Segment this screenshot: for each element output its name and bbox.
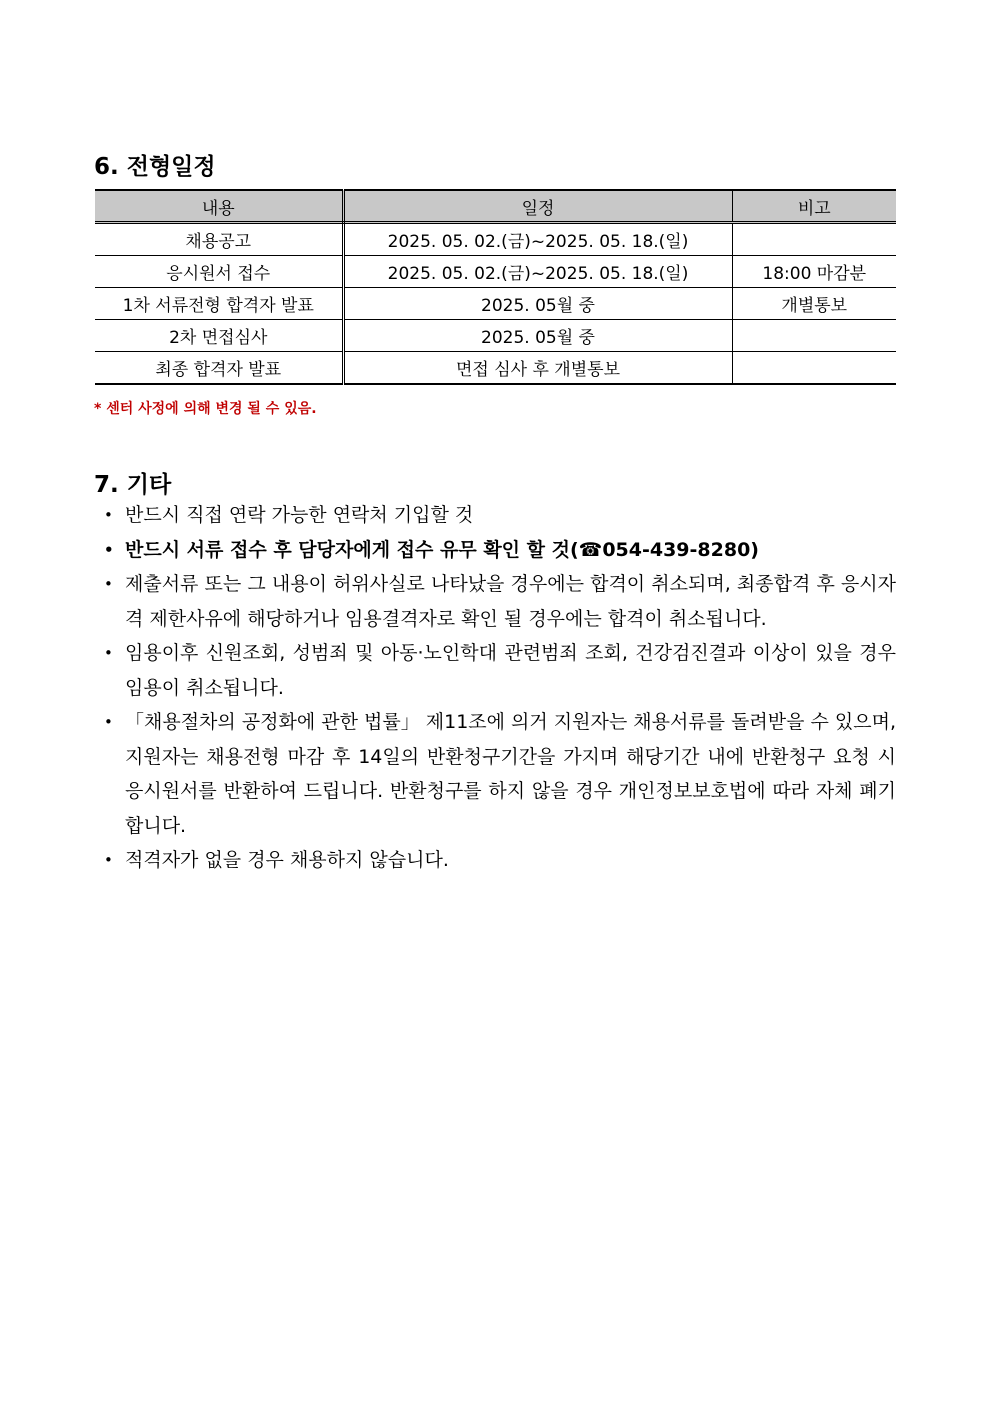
cell-remarks <box>732 320 896 352</box>
table-row <box>95 256 896 288</box>
list-item <box>104 533 896 568</box>
cell-content: 응시원서 접수 <box>95 256 343 288</box>
column-header-content: 내용 <box>95 190 343 223</box>
list-item-text: 반드시 직접 연락 가능한 연락처 기입할 것 <box>125 504 474 526</box>
bullet-icon: • <box>104 540 114 559</box>
cell-schedule: 2025. 05. 02.(금)~2025. 05. 18.(일) <box>343 223 732 256</box>
bullet-icon: • <box>104 713 113 731</box>
list-item <box>104 498 896 533</box>
list-item <box>104 843 896 878</box>
cell-schedule: 면접 심사 후 개별통보 <box>343 352 732 385</box>
schedule-change-note: * 센터 사정에 의해 변경 될 수 있음. <box>94 401 317 417</box>
list-item-text: 「채용절차의 공정화에 관한 법률」 제11조에 의거 지원자는 채용서류를 돌려받을 수 있으며, 지원자는 채용전형 마감 후 14일의 반환청구기간을 가지며 해당기간 내에 반환청구 요청 시 응시원서를 반환하여 드립니다. 반환청구를 하지 않을 경우 개인정보보호법에 따라 자체 폐기합니다. <box>125 711 897 837</box>
list-item-text: 적격자가 없을 경우 채용하지 않습니다. <box>125 849 449 871</box>
cell-content: 2차 면접심사 <box>95 320 343 352</box>
bullet-icon: • <box>104 506 113 524</box>
column-header-remarks: 비고 <box>732 190 896 223</box>
list-item <box>104 705 896 843</box>
cell-schedule: 2025. 05월 중 <box>343 288 732 320</box>
cell-remarks: 18:00 마감분 <box>732 256 896 288</box>
table-row <box>95 288 896 320</box>
bullet-icon: • <box>104 644 113 662</box>
cell-schedule: 2025. 05월 중 <box>343 320 732 352</box>
bullet-icon: • <box>104 851 113 869</box>
cell-schedule: 2025. 05. 02.(금)~2025. 05. 18.(일) <box>343 256 732 288</box>
table-header-row <box>95 190 896 223</box>
cell-remarks: 개별통보 <box>732 288 896 320</box>
list-item <box>104 636 896 705</box>
bullet-icon: • <box>104 575 113 593</box>
section-6-title: 6. 전형일정 <box>94 154 216 180</box>
list-item-text: 임용이후 신원조회, 성범죄 및 아동·노인학대 관련범죄 조회, 건강검진결과 이상이 있을 경우 임용이 취소됩니다. <box>125 642 896 699</box>
column-header-schedule: 일정 <box>343 190 732 223</box>
cell-remarks <box>732 223 896 256</box>
list-item-text: 제출서류 또는 그 내용이 허위사실로 나타났을 경우에는 합격이 취소되며, 최종합격 후 응시자격 제한사유에 해당하거나 임용결격자로 확인 될 경우에는 합격이 취소됩니다. <box>125 573 896 630</box>
cell-content: 1차 서류전형 합격자 발표 <box>95 288 343 320</box>
cell-remarks <box>732 352 896 385</box>
table-row <box>95 320 896 352</box>
table-row <box>95 352 896 385</box>
table-row <box>95 223 896 256</box>
schedule-table <box>95 189 896 385</box>
section-7-title: 7. 기타 <box>94 472 172 498</box>
list-item-text: 반드시 서류 접수 후 담당자에게 접수 유무 확인 할 것(☎054-439-8280) <box>125 538 759 561</box>
cell-content: 최종 합격자 발표 <box>95 352 343 385</box>
other-notes-list <box>104 498 896 878</box>
list-item <box>104 567 896 636</box>
cell-content: 채용공고 <box>95 223 343 256</box>
